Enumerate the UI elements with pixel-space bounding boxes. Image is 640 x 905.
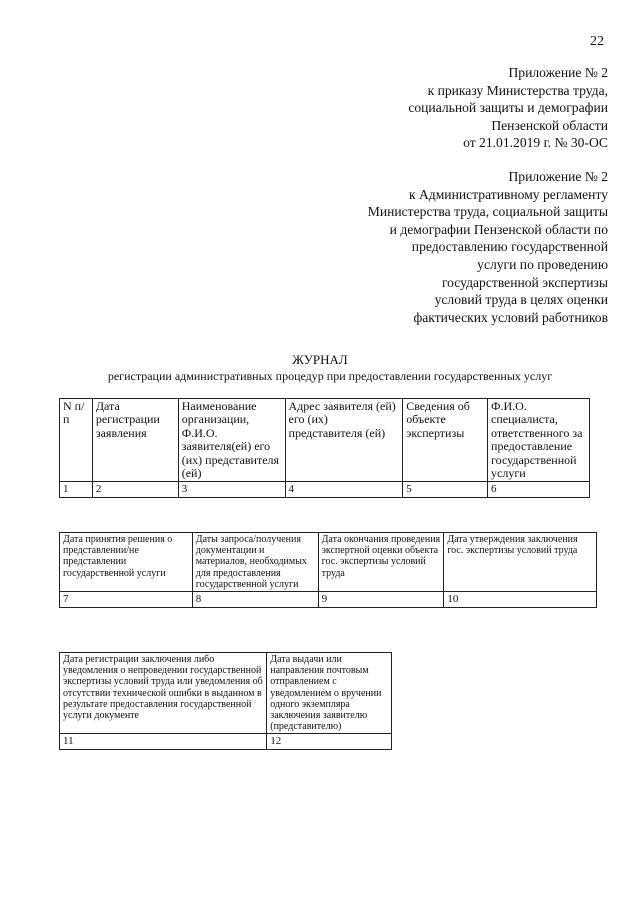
page-number: 22 xyxy=(590,34,604,49)
table-header-row xyxy=(60,653,392,734)
appendix-line: Пензенской области xyxy=(491,117,608,133)
appendix-line: Приложение № 2 xyxy=(508,65,608,80)
header-cell: Дата утверждения заключения гос. экспертизы условий труда xyxy=(444,533,597,592)
appendix-order-block xyxy=(408,64,608,152)
header-cell: Дата выдачи или направления почтовым отправлением с уведомлением о вручении одного экземпляра заключения заявителю (представителю) xyxy=(267,653,392,734)
number-cell: 9 xyxy=(318,592,444,608)
header-cell: Адрес заявителя (ей) его (их) представителя (ей) xyxy=(285,399,403,482)
number-cell: 4 xyxy=(285,482,403,498)
journal-table-3 xyxy=(59,652,392,750)
number-cell: 3 xyxy=(178,482,285,498)
table-number-row xyxy=(60,592,597,608)
header-cell: Дата регистрации заключения либо уведомления о непроведении государственной экспертизы условий труда или уведомления об отсутствии технической ошибки в выданном в результате предоставления государственной услуги документе xyxy=(60,653,267,734)
number-cell: 5 xyxy=(403,482,488,498)
header-cell: Сведения об объекте экспертизы xyxy=(403,399,488,482)
number-cell: 8 xyxy=(192,592,318,608)
appendix-line: Приложение № 2 xyxy=(508,169,608,184)
number-cell: 12 xyxy=(267,734,392,750)
table-number-row xyxy=(60,482,590,498)
appendix-line: к приказу Министерства труда, xyxy=(427,82,608,98)
number-cell: 10 xyxy=(444,592,597,608)
header-cell: Дата регистрации заявления xyxy=(92,399,178,482)
table-header-row xyxy=(60,399,590,482)
appendix-line: услуги по проведению xyxy=(477,256,608,272)
number-cell: 7 xyxy=(60,592,193,608)
number-cell: 6 xyxy=(488,482,590,498)
appendix-line: и демографии Пензенской области по xyxy=(389,221,608,237)
table-header-row xyxy=(60,533,597,592)
header-cell: Дата принятия решения о представлении/не представлении государственной услуги xyxy=(60,533,193,592)
header-cell: N п/п xyxy=(60,399,93,482)
number-cell: 1 xyxy=(60,482,93,498)
header-cell: Наименование организации, Ф.И.О. заявителя(ей) его (их) представителя (ей) xyxy=(178,399,285,482)
number-cell: 2 xyxy=(92,482,178,498)
appendix-line: государственной экспертизы xyxy=(441,274,608,290)
table-number-row xyxy=(60,734,392,750)
appendix-line: Министерства труда, социальной защиты xyxy=(367,204,608,220)
header-cell: Ф.И.О. специалиста, ответственного за предоставление государственной услуги xyxy=(488,399,590,482)
header-cell: Даты запроса/получения документации и материалов, необходимых для предоставления государственной услуги xyxy=(192,533,318,592)
appendix-line: предоставлению государственной xyxy=(411,239,608,255)
appendix-line: условий труда в целях оценки xyxy=(434,292,608,308)
appendix-regulation-block xyxy=(368,168,608,326)
appendix-line: от 21.01.2019 г. № 30-ОС xyxy=(463,135,608,151)
appendix-line: фактических условий работников xyxy=(413,309,608,325)
number-cell: 11 xyxy=(60,734,267,750)
journal-title: ЖУРНАЛ xyxy=(292,352,348,367)
appendix-line: социальной защиты и демографии xyxy=(408,100,608,116)
header-cell: Дата окончания проведения экспертной оценки объекта гос. экспертизы условий труда xyxy=(318,533,444,592)
journal-table-1 xyxy=(59,398,590,498)
journal-subtitle: регистрации административных процедур при предоставлении государственных услуг xyxy=(107,369,553,383)
journal-table-2 xyxy=(59,532,597,608)
appendix-line: к Административному регламенту xyxy=(408,186,608,202)
